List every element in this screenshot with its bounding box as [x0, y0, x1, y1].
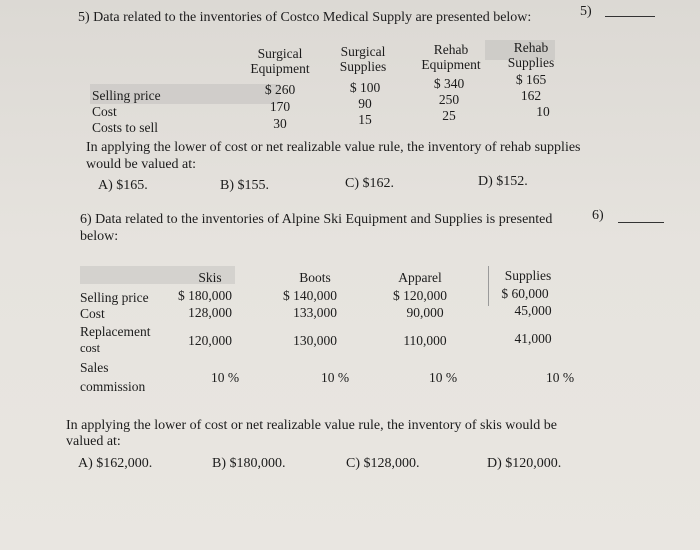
- q6-answer-number: 6): [592, 208, 604, 223]
- q6-cell: 10 %: [428, 370, 458, 385]
- q6-col-header-supplies: Supplies: [504, 268, 552, 283]
- q5-cell: $ 100: [349, 80, 381, 95]
- q5-choice-c[interactable]: C) $162.: [345, 176, 394, 191]
- q5-choice-d[interactable]: D) $152.: [478, 174, 528, 189]
- q5-question-line-2: would be valued at:: [86, 157, 197, 172]
- q5-cell: 170: [269, 99, 291, 114]
- q6-cell: 10 %: [545, 370, 575, 385]
- q6-choice-c[interactable]: C) $128,000.: [346, 456, 420, 471]
- q6-cell: $ 60,000: [501, 286, 549, 301]
- q6-cell: $ 180,000: [178, 288, 232, 303]
- q6-question-line-2: valued at:: [66, 434, 121, 449]
- q6-choice-d[interactable]: D) $120,000.: [487, 456, 562, 471]
- q5-col-header-surgical-equipment: Surgical Equipment: [250, 46, 310, 76]
- q5-cell: 25: [442, 108, 456, 123]
- q5-question-line-1: In applying the lower of cost or net realizable value rule, the inventory of rehab supplies: [86, 140, 581, 155]
- q5-col-header-surgical-supplies: Surgical Supplies: [339, 44, 387, 74]
- q5-row-label-costs-to-sell: Costs to sell: [92, 120, 159, 135]
- q6-answer-blank[interactable]: [618, 222, 664, 223]
- q5-col-header-rehab-supplies: Rehab Supplies: [507, 40, 555, 70]
- q6-choice-a[interactable]: A) $162,000.: [78, 456, 153, 471]
- q6-col-header-skis: Skis: [198, 270, 222, 285]
- q6-cell: 10 %: [210, 370, 240, 385]
- q5-cell: 90: [358, 96, 372, 111]
- q6-col-header-boots: Boots: [299, 270, 331, 285]
- q5-cell: 15: [358, 112, 372, 127]
- q6-cell: 90,000: [406, 305, 444, 320]
- q6-cell: 120,000: [188, 333, 232, 348]
- q5-answer-blank[interactable]: [605, 16, 655, 17]
- q6-cell: 10 %: [320, 370, 350, 385]
- q6-row-label-replacement-cost: Replacement cost: [80, 324, 151, 355]
- q5-choice-b[interactable]: B) $155.: [220, 178, 269, 193]
- q6-row-label-cost: Cost: [80, 306, 105, 321]
- q6-row-label-selling-price: Selling price: [80, 290, 149, 305]
- q5-cell: $ 165: [515, 72, 547, 87]
- q6-cell: 128,000: [188, 305, 232, 320]
- q6-cell: 110,000: [403, 333, 447, 348]
- q5-row-label-selling-price: Selling price: [92, 88, 161, 103]
- q6-cell: 41,000: [514, 331, 552, 346]
- q5-cell: $ 260: [264, 82, 296, 97]
- q6-cell: $ 120,000: [393, 288, 447, 303]
- q5-row-label-cost: Cost: [92, 104, 117, 119]
- q6-heading-line-1: 6) Data related to the inventories of Alpine Ski Equipment and Supplies is presented: [80, 212, 553, 227]
- q6-cell: 45,000: [514, 303, 552, 318]
- q6-cell: 130,000: [293, 333, 337, 348]
- q6-row-label-sales-commission: Sales commission: [80, 360, 146, 394]
- q6-question-line-1: In applying the lower of cost or net realizable value rule, the inventory of skis would be: [66, 418, 558, 433]
- q5-cell: $ 340: [433, 76, 465, 91]
- q5-cell: 162: [520, 88, 542, 103]
- q5-col-header-rehab-equipment: Rehab Equipment: [421, 42, 481, 72]
- q6-heading-line-2: below:: [80, 229, 119, 244]
- q6-choice-b[interactable]: B) $180,000.: [212, 456, 286, 471]
- q5-cell: 10: [536, 104, 550, 119]
- q5-heading: 5) Data related to the inventories of Costco Medical Supply are presented below:: [78, 10, 532, 25]
- q6-col-header-apparel: Apparel: [398, 270, 442, 285]
- q5-cell: 30: [273, 116, 287, 131]
- q5-cell: 250: [438, 92, 460, 107]
- q6-cell: 133,000: [293, 305, 337, 320]
- q5-answer-number: 5): [580, 4, 592, 19]
- q6-cell: $ 140,000: [283, 288, 337, 303]
- q5-choice-a[interactable]: A) $165.: [98, 178, 148, 193]
